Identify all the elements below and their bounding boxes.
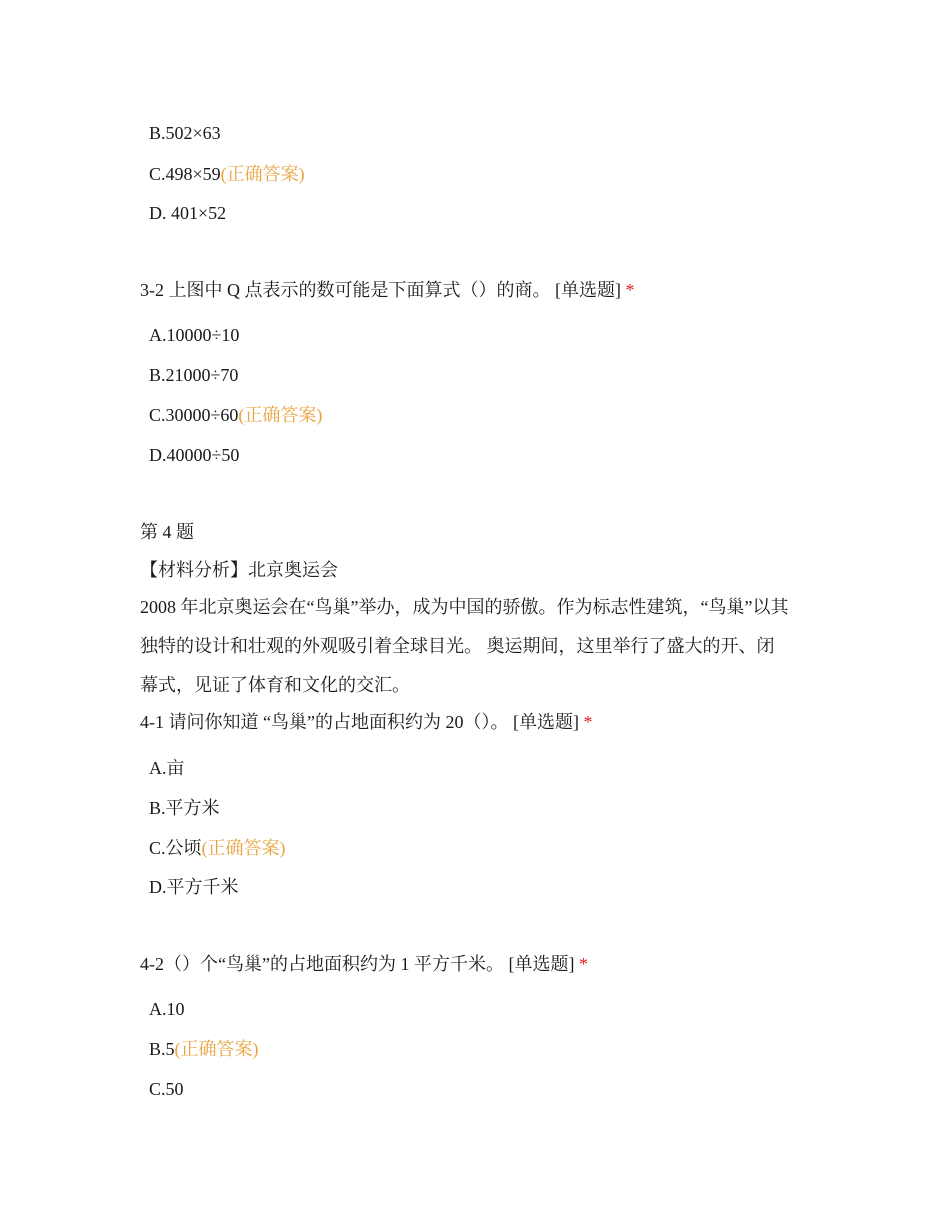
- option-text: A.10000÷10: [149, 325, 240, 345]
- correct-answer-note: (正确答案): [238, 405, 323, 425]
- option-text: B.502×63: [149, 123, 221, 143]
- option-text: D.平方千米: [149, 877, 239, 897]
- option-q3-c: [149, 162, 305, 186]
- option-text: C.50: [149, 1079, 184, 1099]
- option-q3-2-c: [149, 403, 322, 427]
- option-text: C.498×59: [149, 164, 221, 184]
- option-text: A.10: [149, 999, 185, 1019]
- material-line: 2008 年北京奥运会在“鸟巢”举办，成为中国的骄傲。作为标志性建筑，“鸟巢”以其: [140, 597, 789, 617]
- option-text: C.30000÷60: [149, 405, 239, 425]
- question-4-1-title: [140, 710, 592, 734]
- question-4-2-title: [140, 952, 588, 976]
- option-text: B.21000÷70: [149, 365, 239, 385]
- option-text: D. 401×52: [149, 203, 227, 223]
- option-q4-2-a: [149, 997, 185, 1021]
- option-q4-1-c: [149, 836, 286, 860]
- required-mark: *: [625, 280, 635, 300]
- option-q3-2-a: [149, 323, 239, 347]
- correct-answer-note: (正确答案): [220, 164, 305, 184]
- option-q3-2-b: [149, 363, 238, 387]
- option-text: B.平方米: [149, 798, 220, 818]
- option-q3-b: [149, 121, 221, 145]
- required-mark: *: [583, 712, 593, 732]
- material-line: 独特的设计和壮观的外观吸引着全球目光。 奥运期间，这里举行了盛大的开、闭: [140, 636, 775, 656]
- option-q4-2-b: [149, 1037, 259, 1061]
- option-q4-1-b: [149, 796, 220, 820]
- option-q4-1-d: [149, 875, 239, 899]
- option-q3-d: [149, 201, 226, 225]
- option-q3-2-d: [149, 443, 239, 467]
- question-4-heading: 第 4 题: [140, 522, 194, 542]
- option-text: A.亩: [149, 758, 185, 778]
- question-3-2-title: [140, 278, 634, 302]
- option-text: B.5: [149, 1039, 175, 1059]
- option-text: C.公顷: [149, 838, 202, 858]
- option-q4-2-c: [149, 1077, 184, 1101]
- option-text: D.40000÷50: [149, 445, 240, 465]
- material-line: 幕式，见证了体育和文化的交汇。: [140, 675, 410, 695]
- material-title: 【材料分析】北京奥运会: [140, 560, 338, 580]
- correct-answer-note: (正确答案): [174, 1039, 259, 1059]
- correct-answer-note: (正确答案): [201, 838, 286, 858]
- question-text: 4-1 请问你知道 “鸟巢”的占地面积约为 20（）。 [单选题]: [140, 712, 584, 732]
- required-mark: *: [578, 954, 588, 974]
- question-text: 3-2 上图中 Q 点表示的数可能是下面算式（）的商。 [单选题]: [140, 280, 626, 300]
- option-q4-1-a: [149, 756, 185, 780]
- question-text: 4-2（）个“鸟巢”的占地面积约为 1 平方千米。 [单选题]: [140, 954, 579, 974]
